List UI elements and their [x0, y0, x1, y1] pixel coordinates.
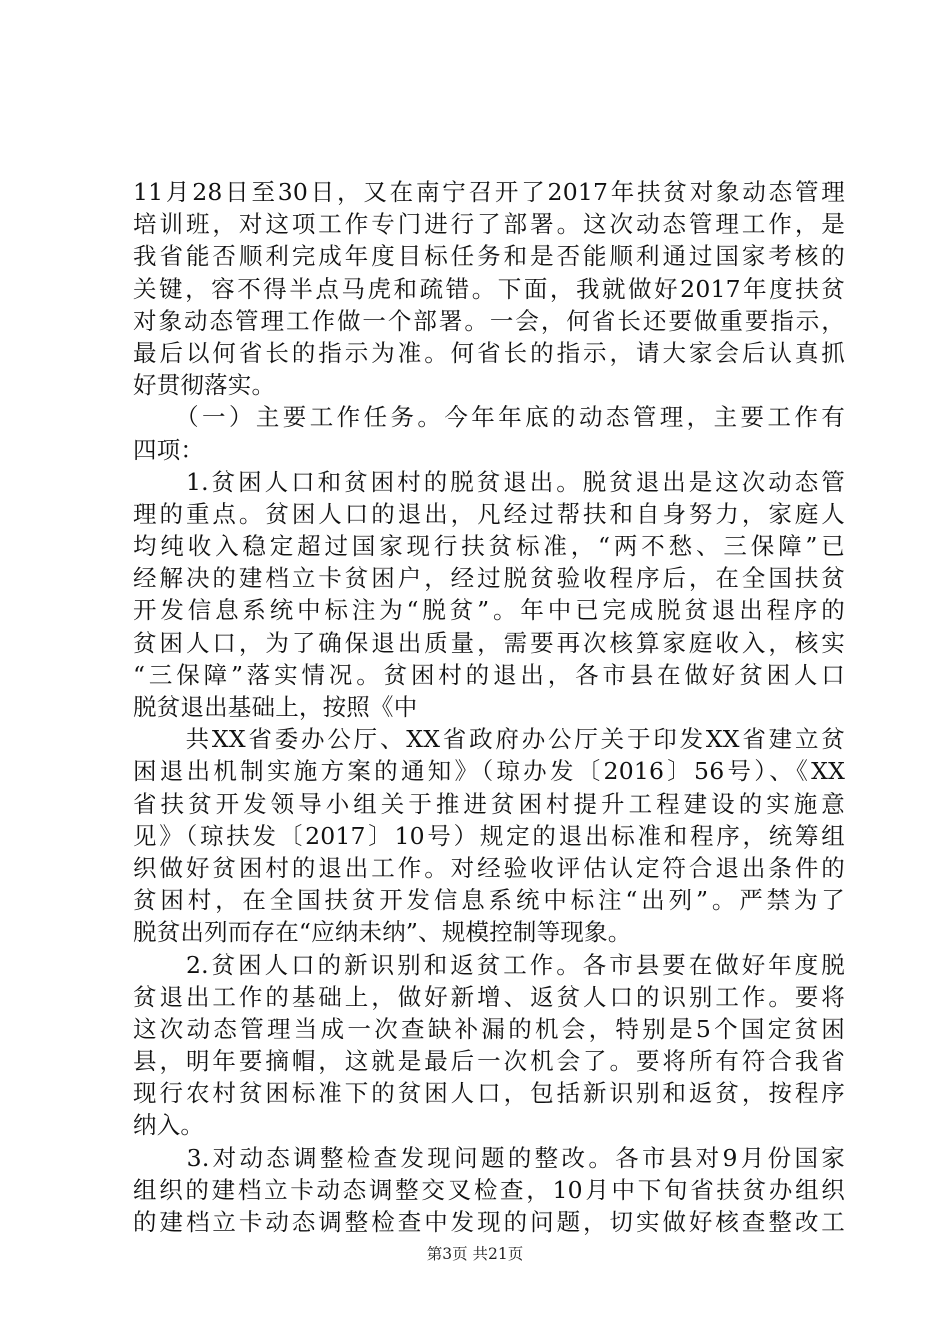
text-line: 好贯彻落实。 — [133, 371, 276, 400]
text-line: 脱贫出列而存在“应纳未纳”、规模控制等现象。 — [133, 918, 632, 947]
text-line: 四项： — [133, 435, 205, 464]
text-line: 贫困人口，为了确保退出质量，需要再次核算家庭收入，核实 — [133, 628, 845, 657]
document-body — [133, 176, 845, 1238]
text-line: 纳入。 — [133, 1111, 205, 1140]
text-line: 3.对动态调整检查发现问题的整改。各市县对9月份国家 — [133, 1143, 845, 1172]
text-line: 最后以何省长的指示为准。何省长的指示，请大家会后认真抓 — [133, 338, 845, 367]
text-line: 共XX省委办公厅、XX省政府办公厅关于印发XX省建立贫 — [133, 725, 845, 754]
text-line: 开发信息系统中标注为“脱贫”。年中已完成脱贫退出程序的 — [133, 596, 845, 625]
text-line: （一）主要工作任务。今年年底的动态管理，主要工作有 — [133, 403, 845, 432]
text-line: 经解决的建档立卡贫困户，经过脱贫验收程序后，在全国扶贫 — [133, 564, 845, 593]
text-line: 见》（琼扶发〔2017〕10号）规定的退出标准和程序，统筹组 — [133, 821, 845, 850]
text-line: 这次动态管理当成一次查缺补漏的机会，特别是5个国定贫困 — [133, 1014, 845, 1043]
text-line: “三保障”落实情况。贫困村的退出，各市县在做好贫困人口 — [133, 660, 845, 689]
text-line: 关键，容不得半点马虎和疏错。下面，我就做好2017年度扶贫 — [133, 274, 845, 303]
text-line: 的建档立卡动态调整检查中发现的问题，切实做好核查整改工 — [133, 1208, 845, 1236]
text-line: 现行农村贫困标准下的贫困人口，包括新识别和返贫，按程序 — [133, 1079, 845, 1108]
text-line: 对象动态管理工作做一个部署。一会，何省长还要做重要指示， — [133, 306, 845, 335]
text-line: 理的重点。贫困人口的退出，凡经过帮扶和自身努力，家庭人 — [133, 499, 845, 528]
text-line: 贫退出工作的基础上，做好新增、返贫人口的识别工作。要将 — [133, 982, 845, 1011]
text-line: 省扶贫开发领导小组关于推进贫困村提升工程建设的实施意 — [133, 789, 845, 818]
text-line: 脱贫退出基础上，按照《中 — [133, 693, 418, 721]
text-line: 2.贫困人口的新识别和返贫工作。各市县要在做好年度脱 — [133, 950, 845, 979]
text-line: 贫困村，在全国扶贫开发信息系统中标注“出列”。严禁为了 — [133, 886, 845, 915]
text-line: 均纯收入稳定超过国家现行扶贫标准，“两不愁、三保障”已 — [133, 532, 845, 561]
text-line: 织做好贫困村的退出工作。对经验收评估认定符合退出条件的 — [133, 853, 845, 882]
page-footer: 第3页 共21页 — [426, 1245, 524, 1263]
text-line: 我省能否顺利完成年度目标任务和是否能顺利通过国家考核的 — [133, 242, 845, 271]
text-line: 培训班，对这项工作专门进行了部署。这次动态管理工作，是 — [133, 210, 845, 239]
text-line: 1.贫困人口和贫困村的脱贫退出。脱贫退出是这次动态管 — [133, 467, 845, 496]
text-line: 11月28日至30日，又在南宁召开了2017年扶贫对象动态管理 — [133, 178, 845, 206]
text-line: 县，明年要摘帽，这就是最后一次机会了。要将所有符合我省 — [133, 1047, 845, 1076]
text-line: 组织的建档立卡动态调整交叉检查，10月中下旬省扶贫办组织 — [133, 1175, 845, 1204]
text-line: 困退出机制实施方案的通知》（琼办发〔2016〕56号）、《XX — [133, 757, 845, 786]
